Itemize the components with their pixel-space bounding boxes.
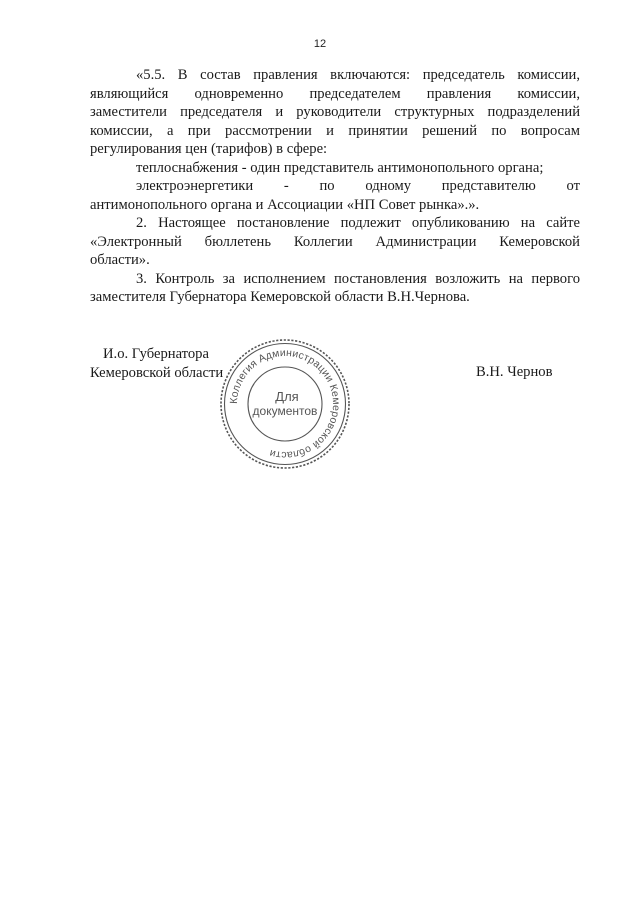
paragraph-5-5-line-3: заместители председателя и руководители структурных подразделений [90, 104, 580, 120]
stamp-center-line-2: документов [252, 404, 318, 418]
paragraph-5-5-line-2: являющийся одновременно председателем правления комиссии, [90, 85, 580, 102]
paragraph-3-line-2: заместителя Губернатора Кемеровской области В.Н.Чернова. [90, 289, 470, 305]
page-number: 12 [313, 38, 327, 50]
stamp-ring-text: Коллегия Администрации Кемеровской области [228, 347, 342, 461]
signatory-name: В.Н. Чернов [476, 364, 553, 380]
stamp-center-line-1: Для [275, 389, 299, 404]
electricity-line-2: антимонопольного органа и Ассоциации «НП Совет рынка».». [90, 196, 480, 213]
paragraph-5-5-line-5: регулирования цен (тарифов) в сфере: [90, 141, 328, 157]
paragraph-2-line-2: «Электронный бюллетень Коллегии Администрации Кемеровской [90, 233, 580, 250]
official-stamp [218, 337, 352, 471]
paragraph-3-line-1: 3. Контроль за исполнением постановления возложить на первого [136, 270, 580, 287]
paragraph-5-5-line-1: «5.5. В состав правления включаются: председатель комиссии, [136, 67, 580, 83]
heat-supply-line: теплоснабжения - один представитель антимонопольного органа; [136, 159, 544, 176]
signatory-title-line-2: Кемеровской области [90, 364, 224, 381]
electricity-line-1: электроэнергетики - по одному представителю от [136, 178, 580, 194]
paragraph-5-5-line-4: комиссии, а при рассмотрении и принятии решений по вопросам [90, 122, 580, 139]
paragraph-2-line-1: 2. Настоящее постановление подлежит опубликованию на сайте [136, 215, 580, 231]
paragraph-2-line-3: области». [90, 252, 150, 268]
signatory-title-line-1: И.о. Губернатора [103, 346, 209, 362]
signatory-title [90, 345, 223, 382]
document-body [90, 66, 580, 307]
